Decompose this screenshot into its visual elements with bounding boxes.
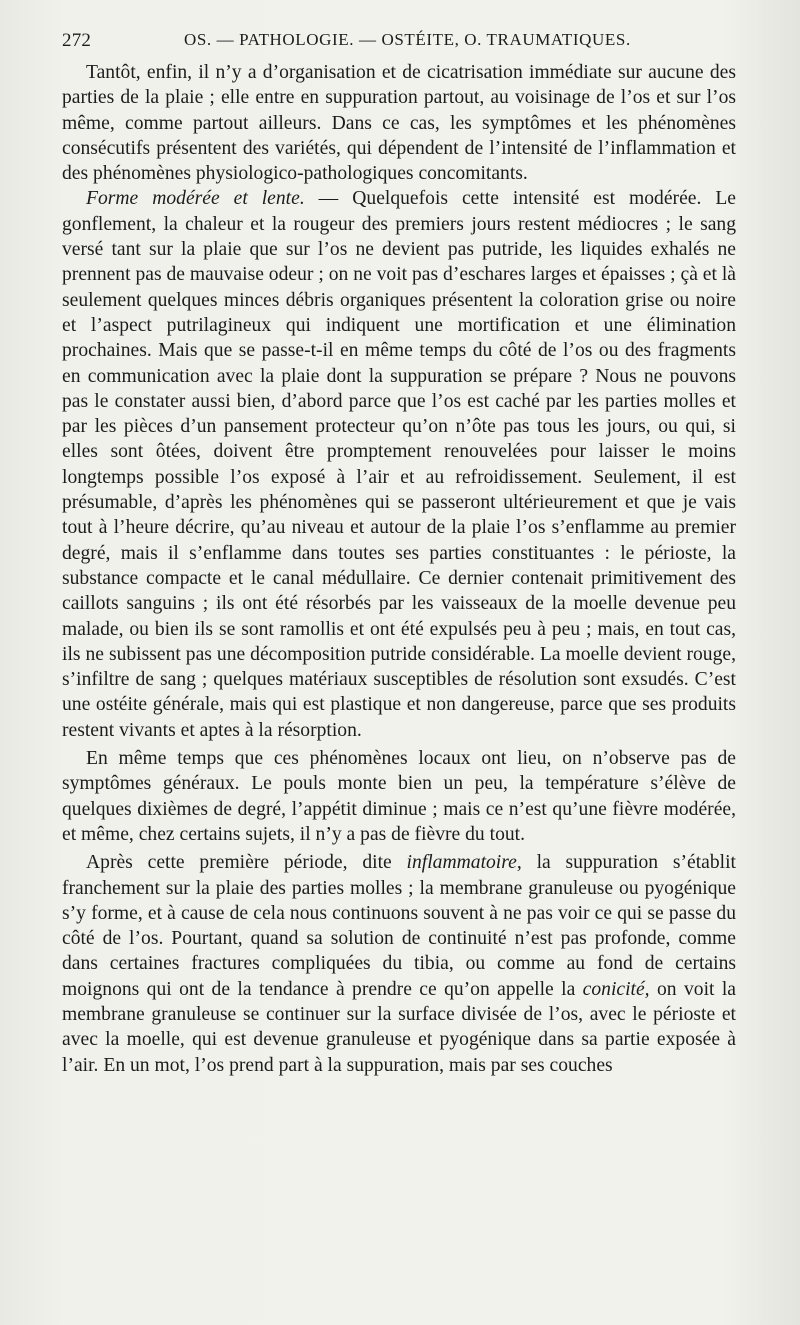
paragraph-4-text-a: Après cette première période, dite xyxy=(86,852,407,874)
paragraph-2-text: — Quelquefois cette intensité est modérée. Le gonflement, la chaleur et la rougeur des premiers jours restent médiocres ; le sang versé tant sur la plaie que sur l’os ne devient pas putride, les liquides exhalés ne prennent pas de mauvaise odeur ; on ne voit pas d’eschares larges et épaisses ; çà et là seulement quelques minces débris organiques présentent la coloration grise ou noire et l’aspect putrilagineux qui indiquent une mortification et une élimination prochaines. Mais que se passe-t-il en même temps du côté de l’os ou des fragments en communication avec la plaie dont la suppuration se prépare ? Nous ne pouvons pas le constater aussi bien, d’abord parce que l’os est caché par les parties molles et par les pièces d’un pansement protecteur qu’on n’ôte pas tous les jours, ou qui, si elles sont ôtées, doivent être promptement renouvelées pour laisser le moins longtemps possible l’os exposé à l’air et au refroidissement. Seulement, il est présumable, d’après les phénomènes qui se passeront ultérieurement et que je vais tout à l’heure décrire, qu’au niveau et autour de la plaie l’os s’enflamme au premier degré, mais il s’enflamme dans toutes ses parties constituantes : le périoste, la substance compacte et le canal médullaire. Ce dernier contenait primitivement des caillots sanguins ; ils ont été résorbés par les vaisseaux de la moelle devenue peu malade, ou bien ils se sont ramollis et ont été expulsés peu à peu ; mais, en tout cas, ils ne subissent pas une décomposition putride considérable. La moelle devient rouge, s’infiltre de sang ; quelques matériaux susceptibles de résolution sont exsudés. C’est une ostéite générale, mais qui est plastique et non dangereuse, parce que ses produits restent vivants et aptes à la résorption. xyxy=(62,188,736,741)
paragraph-4-text-c: on voit la membrane granuleuse se continuer sur la surface divisée de l’os, avec le périoste et avec la moelle, qui est devenue granuleuse et pyogénique dans sa partie exposée à l’air. En un mot, l’os prend part à la suppuration, mais par ses couches xyxy=(62,978,736,1076)
paragraph-3 xyxy=(62,746,736,847)
paragraph-4-text-b: la suppuration s’établit franchement sur la plaie des parties molles ; la membrane granuleuse ou pyogénique s’y forme, et à cause de cela nous continuons souvent à ne pas voir ce qui se passe du côté de l’os. Pourtant, quand sa solution de continuité n’est pas profonde, comme dans certaines fractures compliquées du tibia, ou comme au fond de certains moignons qui ont de la tendance à prendre ce qu’on appelle la xyxy=(62,852,736,1000)
term-inflammatoire: inflammatoire, xyxy=(406,852,522,874)
term-conicite: conicité, xyxy=(582,978,650,1000)
section-heading-forme-moderee: Forme modérée et lente. xyxy=(86,188,305,210)
body-text xyxy=(62,60,736,1078)
running-title: OS. — PATHOLOGIE. — OSTÉITE, O. TRAUMATIQUES. xyxy=(184,30,631,49)
paragraph-1 xyxy=(62,60,736,186)
paragraph-3-text: En même temps que ces phénomènes locaux ont lieu, on n’observe pas de symptômes généraux. Le pouls monte bien un peu, la température s’élève de quelques dixièmes de degré, l’appétit diminue ; mais ce n’est qu’une fièvre modérée, et même, chez certains sujets, il n’y a pas de fièvre du tout. xyxy=(62,748,736,845)
page-number: 272 xyxy=(62,30,92,51)
paragraph-2 xyxy=(62,186,736,743)
running-header xyxy=(62,30,737,56)
paragraph-4 xyxy=(62,850,736,1078)
paragraph-1-text: Tantôt, enfin, il n’y a d’organisation et de cicatrisation immédiate sur aucune des parties de la plaie ; elle entre en suppuration partout, au voisinage de l’os et sur l’os même, comme partout ailleurs. Dans ce cas, les symptômes et les phénomènes consécutifs présentent des variétés, qui dépendent de l’intensité de l’inflammation et des phénomènes physiologico-pathologiques concomitants. xyxy=(62,62,736,185)
